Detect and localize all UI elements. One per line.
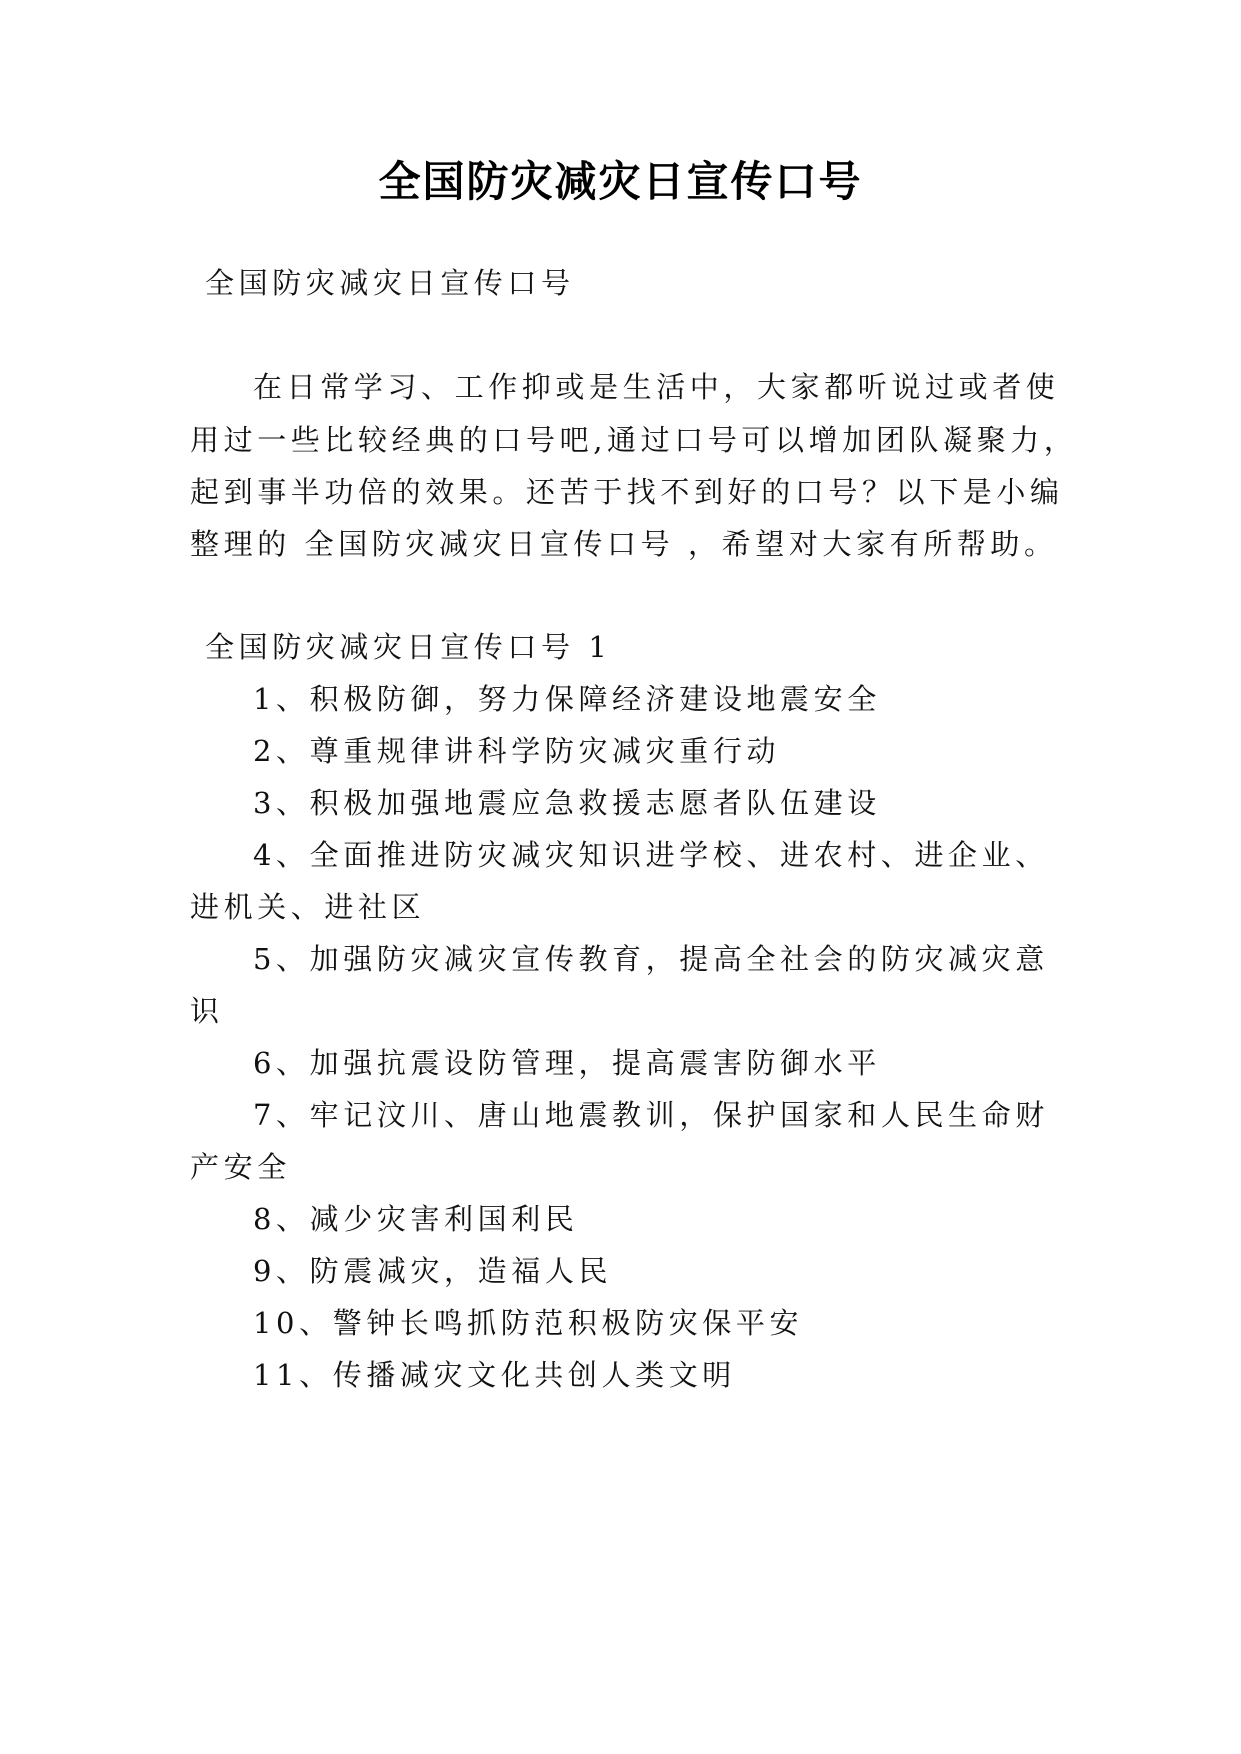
intro-line: 在日常学习、工作抑或是生活中，大家都听说过或者使: [253, 370, 1060, 404]
slogan-line: 1、积极防御，努力保障经济建设地震安全: [253, 682, 881, 716]
intro-line: 用过一些比较经典的口号吧,通过口号可以增加团队凝聚力，: [190, 423, 1078, 457]
slogan-line: 产安全: [190, 1150, 291, 1184]
slogan-line: 4、全面推进防灾减灾知识进学校、进农村、进企业、: [253, 838, 1049, 872]
slogan-line: 10、警钟长鸣抓防范积极防灾保平安: [253, 1306, 804, 1340]
document-title: 全国防灾减灾日宣传口号: [378, 157, 863, 206]
slogan-line: 6、加强抗震设防管理，提高震害防御水平: [253, 1046, 881, 1080]
slogan-line: 3、积极加强地震应急救援志愿者队伍建设: [253, 786, 881, 820]
slogan-line: 2、尊重规律讲科学防灾减灾重行动: [253, 734, 781, 768]
document-subtitle: 全国防灾减灾日宣传口号: [205, 266, 575, 300]
slogan-line: 识: [190, 994, 224, 1028]
section-heading: 全国防灾减灾日宣传口号 1: [205, 630, 612, 664]
intro-line: 整理的 全国防灾减灾日宣传口号 ，希望对大家有所帮助。: [190, 527, 1058, 561]
slogan-line: 9、防震减灾，造福人民: [253, 1254, 613, 1288]
slogan-line: 11、传播减灾文化共创人类文明: [253, 1358, 736, 1392]
slogan-line: 进机关、进社区: [190, 890, 426, 924]
slogan-line: 7、牢记汶川、唐山地震教训，保护国家和人民生命财: [253, 1098, 1049, 1132]
slogan-line: 8、减少灾害利国利民: [253, 1202, 579, 1236]
slogan-line: 5、加强防灾减灾宣传教育，提高全社会的防灾减灾意: [253, 942, 1049, 976]
intro-line: 起到事半功倍的效果。还苦于找不到好的口号？以下是小编: [190, 475, 1064, 509]
